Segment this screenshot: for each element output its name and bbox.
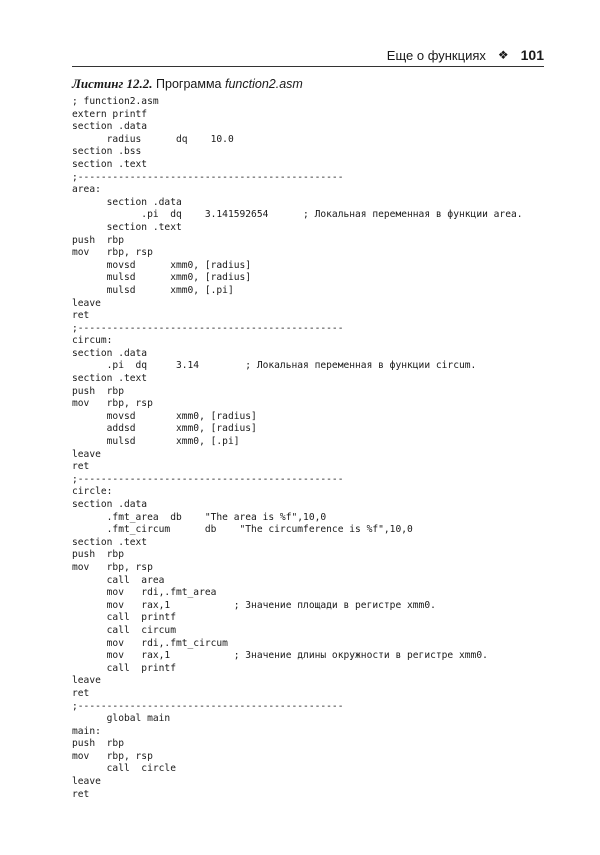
code-line: movsd xmm0, [radius] xyxy=(72,259,252,271)
code-line: call area xyxy=(72,574,165,586)
code-line: section .text xyxy=(72,373,148,385)
code-line: section .data xyxy=(72,499,148,510)
code-line: push rbp xyxy=(72,549,124,561)
code-line: area: xyxy=(72,184,101,196)
code-line: call circum xyxy=(72,624,176,636)
code-line: leave xyxy=(72,776,101,788)
code-line: ret xyxy=(72,788,90,800)
code-line: extern printf xyxy=(72,108,148,120)
code-line: mov rbp, rsp xyxy=(72,750,153,762)
page-header xyxy=(72,44,544,66)
code-line: mov rdi,.fmt_area xyxy=(72,587,217,599)
code-line: mov rdi,.fmt_circum xyxy=(72,637,228,649)
code-line: mulsd xmm0, [radius] xyxy=(72,272,252,284)
code-line: ;---------------------------------------------- xyxy=(72,322,344,334)
code-line: .pi dq 3.141592654 ; Локальная переменная в функции area. xyxy=(72,209,523,221)
code-line: mov rax,1 ; Значение длины окружности в регистре xmm0. xyxy=(72,650,488,662)
code-line: addsd xmm0, [radius] xyxy=(72,423,257,435)
diamond-separator-icon: ❖ xyxy=(497,48,509,62)
code-line: call printf xyxy=(72,612,176,624)
code-line: mov rbp, rsp xyxy=(72,398,153,410)
code-line: mulsd xmm0, [.pi] xyxy=(72,436,240,448)
code-line: section .data xyxy=(72,347,148,359)
code-line: circle: xyxy=(72,486,113,498)
listing-label: Листинг 12.2. xyxy=(72,76,153,91)
code-line: .pi dq 3.14 ; Локальная переменная в функции circum. xyxy=(72,360,477,372)
code-line: section .data xyxy=(72,121,148,133)
header-rule xyxy=(72,66,544,67)
code-line: .fmt_circum db "The circumference is %f",10,0 xyxy=(72,524,413,536)
page-number: 101 xyxy=(520,47,544,63)
code-line: ret xyxy=(72,687,90,699)
code-line: ;---------------------------------------------- xyxy=(72,473,344,485)
code-line: leave xyxy=(72,297,101,309)
code-listing xyxy=(72,96,523,801)
listing-caption-text: Программа xyxy=(156,77,222,91)
code-line: push rbp xyxy=(72,385,124,397)
running-head-title: Еще о функциях xyxy=(386,47,486,63)
code-line: ; function2.asm xyxy=(72,96,159,107)
code-line: section .text xyxy=(72,221,182,233)
listing-file-name: function2.asm xyxy=(225,77,303,91)
code-line: circum: xyxy=(72,335,113,347)
code-line: mulsd xmm0, [.pi] xyxy=(72,284,234,296)
code-line: call circle xyxy=(72,763,176,775)
code-line: section .text xyxy=(72,158,148,170)
code-line: ret xyxy=(72,461,90,473)
code-line: mov rax,1 ; Значение площади в регистре xmm0. xyxy=(72,599,436,611)
listing-caption xyxy=(72,76,303,92)
code-line: section .text xyxy=(72,536,148,548)
code-line: .fmt_area db "The area is %f",10,0 xyxy=(72,511,327,523)
code-line: push rbp xyxy=(72,738,124,750)
code-line: section .data xyxy=(72,196,182,208)
code-line: section .bss xyxy=(72,146,142,158)
code-line: mov rbp, rsp xyxy=(72,561,153,573)
code-line: mov rbp, rsp xyxy=(72,247,153,259)
code-line: ;---------------------------------------------- xyxy=(72,700,344,712)
code-line: leave xyxy=(72,675,101,687)
code-line: push rbp xyxy=(72,234,124,246)
code-line: movsd xmm0, [radius] xyxy=(72,410,257,422)
code-line: global main xyxy=(72,713,171,725)
code-line: main: xyxy=(72,725,101,737)
code-line: ;---------------------------------------------- xyxy=(72,171,344,183)
code-line: leave xyxy=(72,448,101,460)
code-line: radius dq 10.0 xyxy=(72,133,234,145)
code-line: ret xyxy=(72,310,90,322)
code-line: call printf xyxy=(72,662,176,674)
